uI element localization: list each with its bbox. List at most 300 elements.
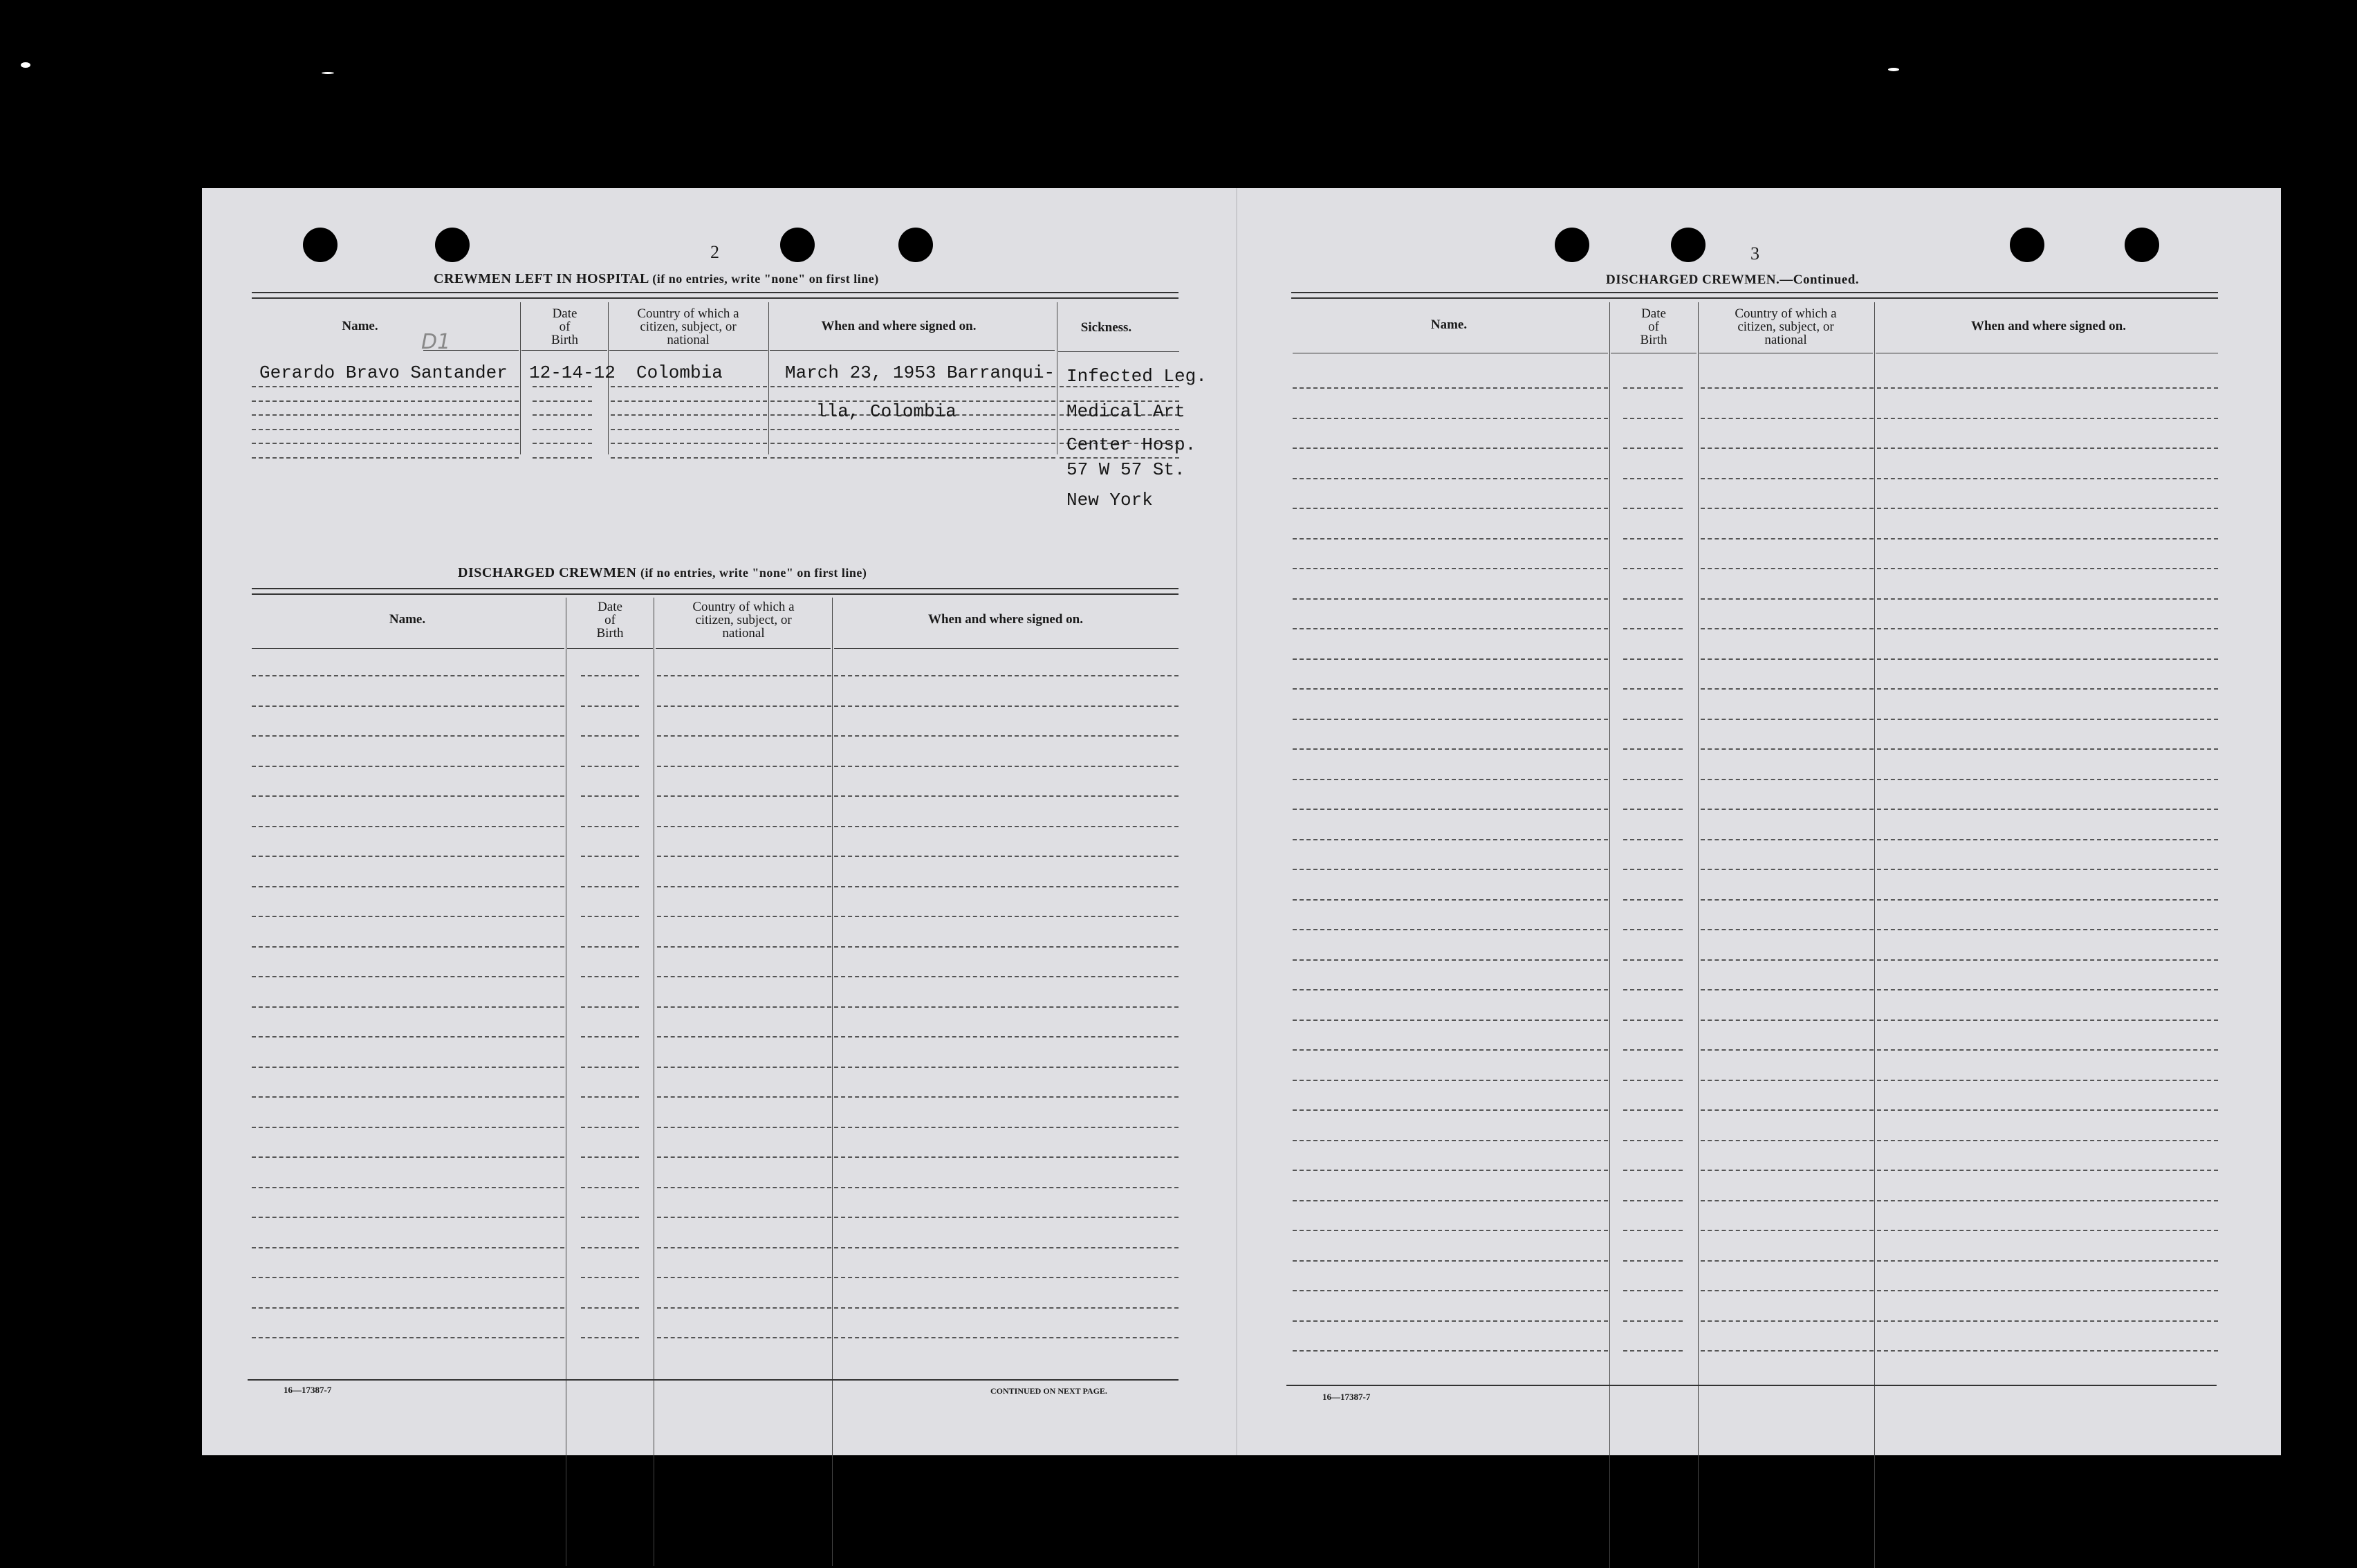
- table-row-line: [581, 1337, 639, 1338]
- table-row-line: [657, 705, 831, 707]
- table-row-line: [1293, 959, 1608, 961]
- table-row-line: [1701, 959, 1874, 961]
- table-row-line: [834, 1217, 1178, 1218]
- table-row-line: [252, 1247, 564, 1248]
- table-row-line: [581, 675, 639, 676]
- table-row-line: [1623, 809, 1683, 810]
- table-row-line: [1623, 418, 1683, 419]
- table-row-line: [1877, 809, 2218, 810]
- table-row-line: [1701, 989, 1874, 990]
- table-row-line: [1623, 478, 1683, 479]
- punch-hole: [898, 228, 933, 262]
- table-row-line: [1293, 1170, 1608, 1171]
- page-fold: [1236, 188, 1237, 1455]
- table-row-line: [657, 1067, 831, 1068]
- table-row-line: [1701, 387, 1874, 389]
- table-row-line: [834, 705, 1178, 707]
- table-row-line: [1293, 478, 1608, 479]
- table-row-line: [1877, 448, 2218, 449]
- right-section-title: DISCHARGED CREWMEN.—Continued.: [1606, 273, 1860, 287]
- table-row-line: [1701, 1170, 1874, 1171]
- table-row-line: [252, 400, 519, 402]
- table-row-line: [1877, 1350, 2218, 1352]
- table-row-line: [834, 1247, 1178, 1248]
- table-row-line: [1293, 508, 1608, 509]
- table-row-line: [657, 976, 831, 977]
- table-row-line: [1293, 538, 1608, 539]
- table-row-line: [1623, 959, 1683, 961]
- table-row-line: [1877, 628, 2218, 629]
- table-row-line: [657, 946, 831, 948]
- table-row-line: [1877, 1170, 2218, 1171]
- table-row-line: [1623, 748, 1683, 750]
- table-row-line: [252, 705, 564, 707]
- table-row-line: [252, 443, 519, 444]
- table-row-line: [657, 1337, 831, 1338]
- table-row-line: [1701, 1230, 1874, 1231]
- table-row-line: [611, 429, 767, 430]
- table-row-line: [1623, 1350, 1683, 1352]
- table-row-line: [1623, 1170, 1683, 1171]
- table-row-line: [1293, 1140, 1608, 1141]
- table-row-line: [1623, 1200, 1683, 1201]
- table-row-line: [1293, 779, 1608, 780]
- table-row-line: [1701, 1109, 1874, 1111]
- table-row-line: [581, 946, 639, 948]
- table-row-line: [1877, 478, 2218, 479]
- table-row-line: [834, 886, 1178, 887]
- table-row-line: [1877, 1230, 2218, 1231]
- table-row-line: [1877, 387, 2218, 389]
- table-row-line: [1877, 1140, 2218, 1141]
- table-row-line: [581, 1006, 639, 1008]
- table-row-line: [1623, 719, 1683, 720]
- table-row-line: [834, 795, 1178, 797]
- table-row-line: [581, 735, 639, 737]
- table-row-line: [1293, 448, 1608, 449]
- right-page-number: 3: [1750, 243, 1759, 264]
- scan-speck: [322, 72, 334, 74]
- right-top-rule: [1291, 292, 2218, 293]
- table-row-line: [657, 826, 831, 827]
- table-row-line: [1623, 658, 1683, 660]
- table-row-line: [770, 429, 1055, 430]
- hospital-header-sickness: Sickness.: [1080, 320, 1132, 335]
- table-row-line: [533, 429, 592, 430]
- table-row-line: [657, 856, 831, 857]
- table-row-line: [1293, 1290, 1608, 1291]
- table-row-line: [533, 457, 592, 459]
- table-row-line: [834, 1127, 1178, 1128]
- table-row-line: [1701, 929, 1874, 930]
- table-row-line: [611, 386, 767, 387]
- header-underline: [252, 648, 564, 649]
- table-row-line: [252, 429, 519, 430]
- hospital-entry-sickness-line: Medical Art: [1066, 401, 1185, 422]
- table-row-line: [834, 1156, 1178, 1158]
- table-row-line: [1623, 688, 1683, 690]
- table-row-line: [611, 443, 767, 444]
- discharged-top-rule: [252, 588, 1178, 589]
- table-row-line: [252, 1187, 564, 1188]
- table-row-line: [252, 414, 519, 416]
- table-row-line: [1293, 387, 1608, 389]
- table-row-line: [1877, 989, 2218, 990]
- table-row-line: [252, 856, 564, 857]
- table-row-line: [581, 1187, 639, 1188]
- table-row-line: [581, 795, 639, 797]
- table-row-line: [1623, 508, 1683, 509]
- table-row-line: [1623, 1230, 1683, 1231]
- table-row-line: [1293, 1320, 1608, 1322]
- table-row-line: [1293, 598, 1608, 600]
- table-row-line: [657, 1277, 831, 1278]
- table-row-line: [834, 1096, 1178, 1098]
- table-row-line: [1293, 719, 1608, 720]
- table-row-line: [1701, 1020, 1874, 1021]
- table-row-line: [1701, 779, 1874, 780]
- punch-hole: [2125, 228, 2159, 262]
- table-row-line: [1877, 1320, 2218, 1322]
- table-row-line: [1701, 1140, 1874, 1141]
- punch-hole: [1671, 228, 1706, 262]
- table-row-line: [1701, 418, 1874, 419]
- table-row-line: [657, 1096, 831, 1098]
- header-underline: [770, 350, 1055, 351]
- table-row-line: [1293, 1049, 1608, 1051]
- table-row-line: [657, 1247, 831, 1248]
- table-row-line: [581, 766, 639, 767]
- table-row-line: [533, 386, 592, 387]
- table-row-line: [1877, 1109, 2218, 1111]
- table-row-line: [1701, 1290, 1874, 1291]
- table-row-line: [834, 1277, 1178, 1278]
- table-row-line: [1293, 688, 1608, 690]
- table-row-line: [1293, 1200, 1608, 1201]
- table-row-line: [1877, 1200, 2218, 1201]
- table-row-line: [581, 976, 639, 977]
- hospital-header-dob: Date of Birth: [551, 306, 579, 347]
- table-row-line: [1877, 1260, 2218, 1262]
- table-row-line: [1701, 869, 1874, 870]
- hospital-section-title: CREWMEN LEFT IN HOSPITAL (if no entries, write "none" on first line): [434, 271, 879, 286]
- table-row-line: [1623, 869, 1683, 870]
- table-row-line: [252, 795, 564, 797]
- hospital-entry-name: Gerardo Bravo Santander: [259, 362, 508, 383]
- table-row-line: [657, 735, 831, 737]
- table-row-line: [1877, 508, 2218, 509]
- table-row-line: [581, 1217, 639, 1218]
- table-row-line: [252, 886, 564, 887]
- table-row-line: [657, 1036, 831, 1037]
- table-row-line: [834, 826, 1178, 827]
- table-row-line: [1877, 779, 2218, 780]
- table-row-line: [1701, 508, 1874, 509]
- form-number: 16—17387-7: [284, 1385, 332, 1395]
- table-row-line: [1701, 538, 1874, 539]
- table-row-line: [1623, 1260, 1683, 1262]
- table-row-line: [1877, 568, 2218, 569]
- table-row-line: [1623, 779, 1683, 780]
- table-row-line: [1701, 628, 1874, 629]
- table-row-line: [1293, 418, 1608, 419]
- table-row-line: [1701, 1320, 1874, 1322]
- table-row-line: [611, 400, 767, 402]
- table-row-line: [1293, 568, 1608, 569]
- table-row-line: [1060, 457, 1179, 459]
- punch-hole: [435, 228, 470, 262]
- table-row-line: [1623, 387, 1683, 389]
- column-divider: [520, 302, 521, 454]
- right-header-signed: When and where signed on.: [1970, 319, 2126, 333]
- hospital-header-name: Name.: [342, 319, 378, 333]
- hospital-entry-sickness-line: 57 W 57 St.: [1066, 459, 1185, 480]
- discharged-header-dob: Date of Birth: [596, 600, 624, 640]
- hospital-entry-signed-line1: March 23, 1953 Barranqui-: [785, 362, 1055, 383]
- table-row-line: [611, 457, 767, 459]
- table-row-line: [1293, 989, 1608, 990]
- table-row-line: [657, 886, 831, 887]
- table-row-line: [1701, 839, 1874, 840]
- table-row-line: [1877, 929, 2218, 930]
- right-header-name: Name.: [1430, 317, 1468, 332]
- left-page-number: 2: [710, 242, 719, 262]
- table-row-line: [834, 675, 1178, 676]
- table-row-line: [834, 916, 1178, 917]
- table-row-line: [657, 795, 831, 797]
- column-divider: [1698, 302, 1699, 1568]
- header-underline: [521, 350, 607, 351]
- discharged-section-title: DISCHARGED CREWMEN (if no entries, write "none" on first line): [458, 565, 867, 580]
- table-row-line: [657, 1156, 831, 1158]
- header-underline: [567, 648, 653, 649]
- table-row-line: [657, 1217, 831, 1218]
- hospital-entry-country: Colombia: [636, 362, 723, 383]
- discharged-header-country: Country of which a citizen, subject, or national: [692, 600, 795, 640]
- table-row-line: [581, 1156, 639, 1158]
- hospital-header-country: Country of which a citizen, subject, or national: [637, 306, 739, 347]
- table-row-line: [252, 946, 564, 948]
- table-row-line: [252, 976, 564, 977]
- table-row-line: [1701, 448, 1874, 449]
- table-row-line: [581, 705, 639, 707]
- table-row-line: [1877, 869, 2218, 870]
- table-row-line: [657, 766, 831, 767]
- hospital-entry-dob: 12-14-12: [529, 362, 616, 383]
- header-underline: [609, 350, 768, 351]
- table-row-line: [1877, 1049, 2218, 1051]
- table-row-line: [252, 916, 564, 917]
- table-row-line: [581, 1277, 639, 1278]
- table-row-line: [1623, 628, 1683, 629]
- table-row-line: [1623, 1020, 1683, 1021]
- table-row-line: [834, 1187, 1178, 1188]
- table-row-line: [533, 443, 592, 444]
- table-row-line: [1701, 478, 1874, 479]
- handwritten-mark: D1: [421, 330, 451, 354]
- header-underline: [656, 648, 831, 649]
- table-row-line: [657, 1187, 831, 1188]
- table-row-line: [834, 1036, 1178, 1037]
- table-row-line: [252, 1036, 564, 1037]
- hospital-top-rule: [252, 292, 1178, 293]
- table-row-line: [1293, 839, 1608, 840]
- document-page: [202, 188, 2281, 1455]
- table-row-line: [252, 386, 519, 387]
- table-row-line: [533, 400, 592, 402]
- table-row-line: [834, 946, 1178, 948]
- table-row-line: [1623, 1140, 1683, 1141]
- punch-hole: [1555, 228, 1589, 262]
- table-row-line: [1877, 688, 2218, 690]
- hospital-entry-sickness-line: Infected Leg.: [1066, 366, 1207, 387]
- table-row-line: [1293, 1260, 1608, 1262]
- table-row-line: [834, 735, 1178, 737]
- table-row-line: [1701, 1049, 1874, 1051]
- table-row-line: [611, 414, 767, 416]
- table-row-line: [1877, 538, 2218, 539]
- table-row-line: [657, 1307, 831, 1309]
- table-row-line: [1701, 899, 1874, 901]
- table-row-line: [581, 886, 639, 887]
- table-row-line: [770, 457, 1055, 459]
- table-row-line: [1877, 899, 2218, 901]
- table-row-line: [252, 1217, 564, 1218]
- table-row-line: [1623, 598, 1683, 600]
- scan-speck: [21, 62, 30, 68]
- table-row-line: [252, 675, 564, 676]
- table-row-line: [1701, 719, 1874, 720]
- table-row-line: [1877, 839, 2218, 840]
- table-row-line: [252, 1067, 564, 1068]
- scan-speck: [1888, 68, 1899, 71]
- table-row-line: [1623, 899, 1683, 901]
- table-row-line: [252, 1096, 564, 1098]
- table-row-line: [834, 856, 1178, 857]
- bottom-rule: [248, 1379, 1178, 1381]
- table-row-line: [1877, 748, 2218, 750]
- hospital-entry-signed-line2: lla, Colombia: [816, 401, 956, 422]
- column-divider: [768, 302, 769, 454]
- table-row-line: [1623, 1290, 1683, 1291]
- table-row-line: [1623, 839, 1683, 840]
- table-row-line: [657, 1127, 831, 1128]
- table-row-line: [1701, 748, 1874, 750]
- header-underline: [834, 648, 1178, 649]
- table-row-line: [1701, 1200, 1874, 1201]
- table-row-line: [657, 1006, 831, 1008]
- right-header-dob: Date of Birth: [1640, 306, 1667, 347]
- column-divider: [1874, 302, 1875, 1568]
- table-row-line: [1701, 598, 1874, 600]
- continued-note: CONTINUED ON NEXT PAGE.: [990, 1386, 1107, 1396]
- table-row-line: [581, 1036, 639, 1037]
- table-row-line: [1701, 688, 1874, 690]
- table-row-line: [1060, 429, 1179, 430]
- table-row-line: [834, 766, 1178, 767]
- discharged-header-signed: When and where signed on.: [927, 612, 1083, 627]
- header-underline: [1058, 351, 1179, 352]
- bottom-rule: [1286, 1385, 2217, 1386]
- punch-hole: [780, 228, 815, 262]
- table-row-line: [1701, 809, 1874, 810]
- table-row-line: [1623, 1080, 1683, 1081]
- table-row-line: [1877, 598, 2218, 600]
- table-row-line: [252, 1307, 564, 1309]
- discharged-top-rule: [252, 593, 1178, 595]
- table-row-line: [1877, 1290, 2218, 1291]
- table-row-line: [1623, 1049, 1683, 1051]
- table-row-line: [252, 1156, 564, 1158]
- table-row-line: [834, 976, 1178, 977]
- table-row-line: [834, 1067, 1178, 1068]
- table-row-line: [252, 1337, 564, 1338]
- table-row-line: [252, 1127, 564, 1128]
- column-divider: [1609, 302, 1610, 1568]
- table-row-line: [1701, 1080, 1874, 1081]
- table-row-line: [581, 1127, 639, 1128]
- table-row-line: [657, 916, 831, 917]
- hospital-entry-sickness-line: New York: [1066, 490, 1153, 510]
- table-row-line: [1623, 1320, 1683, 1322]
- table-row-line: [1623, 538, 1683, 539]
- table-row-line: [1623, 989, 1683, 990]
- table-row-line: [1293, 658, 1608, 660]
- table-row-line: [1701, 658, 1874, 660]
- table-row-line: [1701, 1260, 1874, 1262]
- table-row-line: [1877, 719, 2218, 720]
- table-row-line: [1877, 1020, 2218, 1021]
- table-row-line: [1293, 1350, 1608, 1352]
- table-row-line: [1293, 899, 1608, 901]
- table-row-line: [1293, 929, 1608, 930]
- table-row-line: [1701, 1350, 1874, 1352]
- table-row-line: [533, 414, 592, 416]
- table-row-line: [1293, 628, 1608, 629]
- table-row-line: [834, 1307, 1178, 1309]
- table-row-line: [1293, 809, 1608, 810]
- table-row-line: [581, 1067, 639, 1068]
- hospital-top-rule: [252, 297, 1178, 299]
- table-row-line: [1293, 1020, 1608, 1021]
- punch-hole: [2010, 228, 2044, 262]
- table-row-line: [657, 675, 831, 676]
- table-row-line: [1623, 568, 1683, 569]
- table-row-line: [252, 766, 564, 767]
- table-row-line: [581, 826, 639, 827]
- table-row-line: [1623, 1109, 1683, 1111]
- table-row-line: [581, 916, 639, 917]
- table-row-line: [252, 1006, 564, 1008]
- table-row-line: [252, 826, 564, 827]
- table-row-line: [1877, 658, 2218, 660]
- table-row-line: [1877, 1080, 2218, 1081]
- table-row-line: [834, 1337, 1178, 1338]
- right-form-number: 16—17387-7: [1322, 1392, 1371, 1402]
- table-row-line: [1293, 869, 1608, 870]
- table-row-line: [252, 735, 564, 737]
- right-top-rule: [1291, 297, 2218, 299]
- table-row-line: [252, 457, 519, 459]
- table-row-line: [1293, 1109, 1608, 1111]
- column-divider: [832, 598, 833, 1566]
- table-row-line: [1623, 448, 1683, 449]
- table-row-line: [1293, 1230, 1608, 1231]
- table-row-line: [581, 1247, 639, 1248]
- table-row-line: [1623, 929, 1683, 930]
- right-header-country: Country of which a citizen, subject, or national: [1735, 306, 1837, 347]
- table-row-line: [770, 386, 1055, 387]
